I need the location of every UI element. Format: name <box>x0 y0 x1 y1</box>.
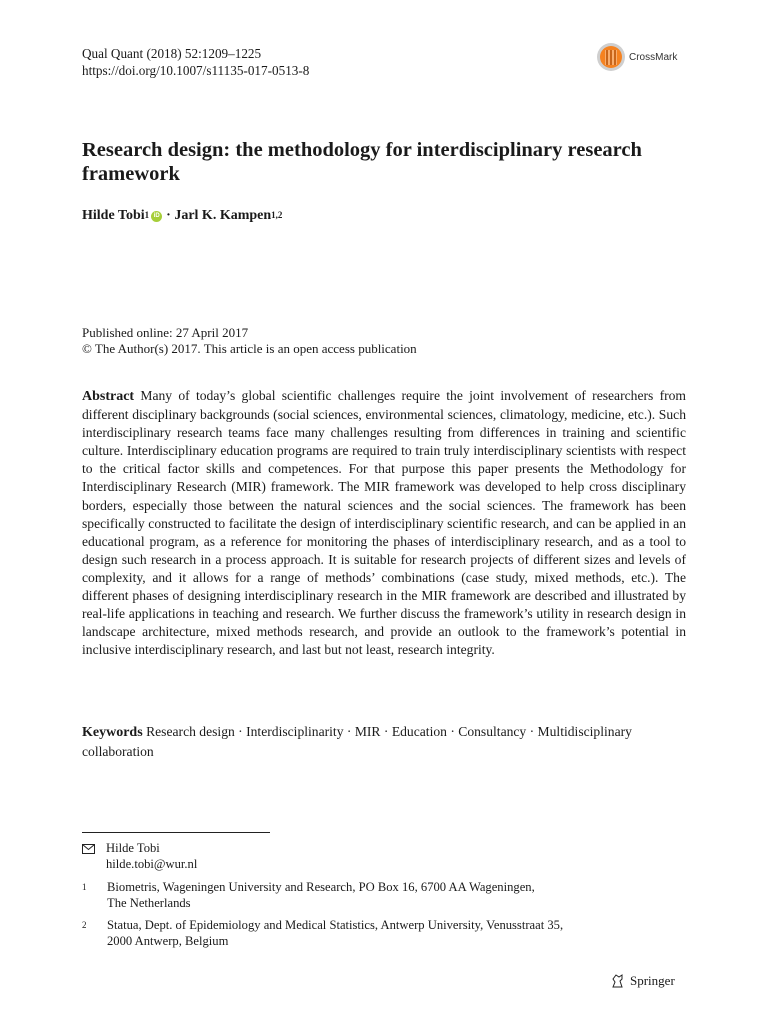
correspondence-note <box>82 840 197 872</box>
author-name[interactable]: Jarl K. Kampen <box>174 208 272 223</box>
author-affiliation-sup: 1 <box>144 210 150 220</box>
affiliation-line: The Netherlands <box>107 895 191 910</box>
journal-line: Qual Quant (2018) 52:1209–1225 <box>82 46 262 61</box>
springer-horse-icon <box>610 973 626 989</box>
article-title: Research design: the methodology for interdisciplinary research framework <box>82 139 642 185</box>
author-list <box>82 208 282 224</box>
keywords-text: Research design · Interdisciplinarity · MIR · Education · Consultancy · Multidisciplinary collaboration <box>82 724 632 759</box>
affiliation-line: 2000 Antwerp, Belgium <box>107 933 229 948</box>
crossmark-label: CrossMark <box>629 51 678 63</box>
published-date: Published online: 27 April 2017 <box>82 325 249 340</box>
orcid-icon[interactable]: iD <box>151 211 162 222</box>
abstract-label: Abstract <box>82 389 135 404</box>
author-separator: · <box>166 208 171 223</box>
crossmark-icon <box>596 42 626 72</box>
affiliation-number: 1 <box>82 882 87 892</box>
crossmark-badge[interactable] <box>596 42 677 72</box>
doi-link[interactable]: https://doi.org/10.1007/s11135-017-0513-8 <box>82 63 310 78</box>
affiliation-number: 2 <box>82 920 87 930</box>
footnote-divider <box>82 832 270 833</box>
keywords-paragraph <box>82 723 686 761</box>
affiliation-note <box>82 918 563 949</box>
affiliation-line: Biometris, Wageningen University and Research, PO Box 16, 6700 AA Wageningen, <box>107 880 535 894</box>
affiliation-line: Statua, Dept. of Epidemiology and Medical Statistics, Antwerp University, Venusstraat 35, <box>107 918 564 932</box>
abstract-text: Many of today’s global scientific challenges require the joint involvement of researchers from different disciplinary backgrounds (social sciences, environmental sciences, climatology, medicine, etc.). Such interdisciplinary research teams face many challenges resulting from differences in training and scientific culture. Interdisciplinary education programs are required to train truly interdisciplinary scientists with respect to the critical factor skills and competences. For that purpose this paper presents the Methodology for Interdisciplinary Research (MIR) framework. The MIR framework was developed to help cross disciplinary borders, especially those between the natural sciences and the social sciences. The framework has been specifically constructed to facilitate the design of interdisciplinary scientific research, and can be applied in an educational program, as a reference for monitoring the phases of interdisciplinary research, and as a tool to design such research in a process approach. It is suitable for research projects of different sizes and levels of complexity, and it allows for a range of methods’ combinations (case study, mixed methods, etc.). The different phases of designing interdisciplinary research in the MIR framework are described and illustrated by real-life applications in teaching and research. We further discuss the framework’s utility in research design in landscape architecture, mixed methods research, and provide an outlook to the framework’s potential in inclusive interdisciplinary research, and last but not least, research integrity. <box>82 388 686 658</box>
affiliation-note <box>82 880 535 911</box>
author-name[interactable]: Hilde Tobi <box>82 208 145 223</box>
publication-info <box>82 325 417 357</box>
correspondence-name: Hilde Tobi <box>106 841 160 855</box>
author-affiliation-sup: 1,2 <box>271 210 283 220</box>
publisher-name: Springer <box>630 973 675 988</box>
keywords-label: Keywords <box>82 725 143 740</box>
correspondence-email[interactable]: hilde.tobi@wur.nl <box>106 857 198 871</box>
journal-citation <box>82 45 309 79</box>
publisher-logo <box>610 973 675 989</box>
abstract-paragraph <box>82 387 686 659</box>
envelope-icon <box>82 840 106 872</box>
copyright-line: © The Author(s) 2017. This article is an open access publication <box>82 341 417 356</box>
